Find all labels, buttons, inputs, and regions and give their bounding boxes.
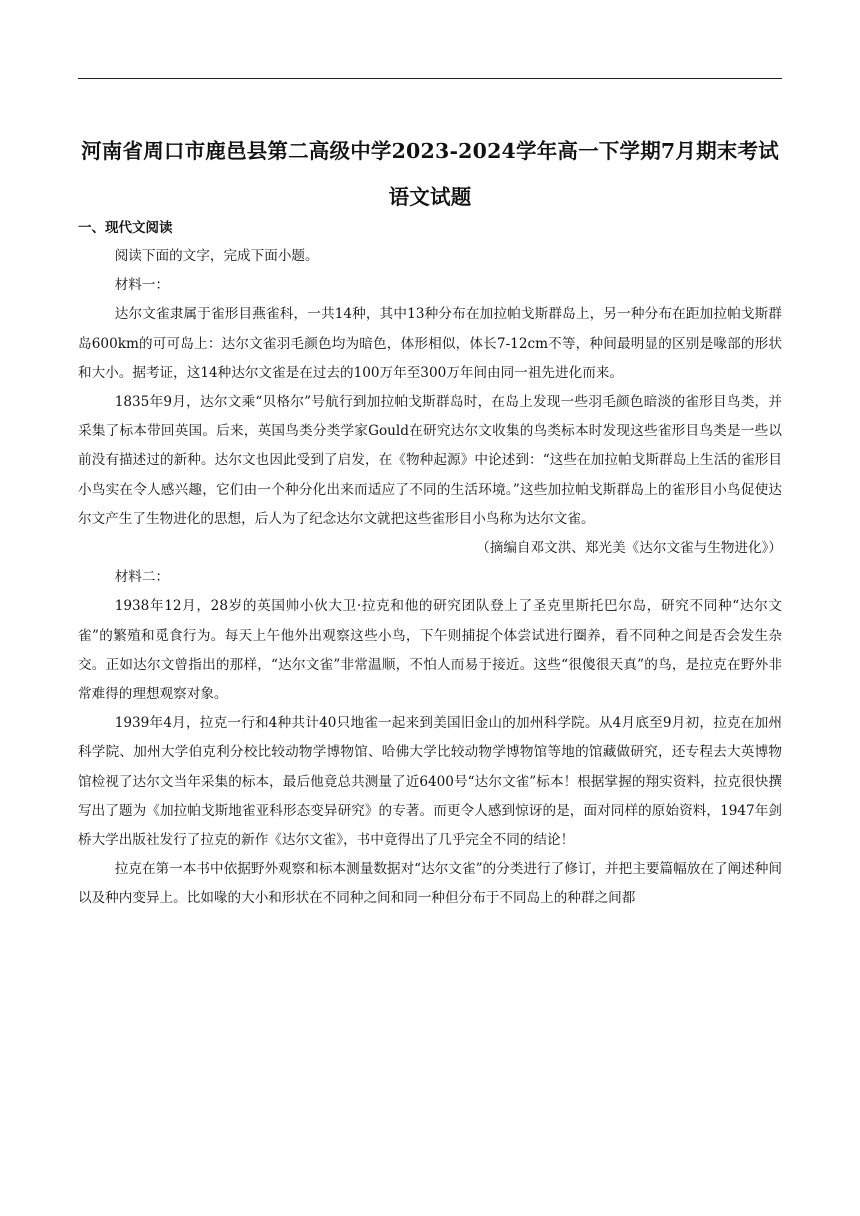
material-two-label: 材料二：: [114, 569, 170, 586]
reading-passage: [78, 242, 782, 914]
material-one-label: 材料一：: [114, 277, 170, 294]
material-one-source: （摘编自邓文洪、郑光美《达尔文雀与生物进化》）: [476, 540, 782, 557]
instruction-text: 阅读下面的文字，完成下面小题。: [114, 248, 319, 264]
material-two-paragraph: 1939年4月，拉克一行和4种共计40只地雀一起来到美国旧金山的加州科学院。从4月底至9月初，拉克在加州科学院、加州大学伯克利分校比较动物学博物馆、哈佛大学比较动物学博物馆等地的馆藏做研究，还专程去大英博物馆检视了达尔文当年采集的标本，最后他竟总共测量了近6400号“达尔文雀”标本！根据掌握的翔实资料，拉克很快撰写出了题为《加拉帕戈斯地雀亚科形态变异研究》的专著。而更令人感到惊讶的是，面对同样的原始资料，1947年剑桥大学出版社发行了拉克的新作《达尔文雀》，书中竟得出了几乎完全不同的结论！: [78, 715, 782, 849]
header-rule: [78, 78, 782, 79]
document-title: 河南省周口市鹿邑县第二高级中学2023-2024学年高一下学期7月期末考试语文试题: [81, 139, 779, 209]
material-two-paragraph: 拉克在第一本书中依据野外观察和标本测量数据对“达尔文雀”的分类进行了修订，并把主要篇幅放在了阐述种间以及种内变异上。比如喙的大小和形状在不同种之间和同一种但分布于不同岛上的种群之间都: [78, 861, 782, 907]
material-one-paragraph: 1835年9月，达尔文乘“贝格尔”号航行到加拉帕戈斯群岛时，在岛上发现一些羽毛颜色暗淡的雀形目鸟类，并采集了标本带回英国。后来，英国鸟类分类学家Gould在研究达尔文收集的鸟类标本时发现这些雀形目鸟类是一些以前没有描述过的新种。达尔文也因此受到了启发，在《物种起源》中论述到：“这些在加拉帕戈斯群岛上生活的雀形目小鸟实在令人感兴趣，它们由一个种分化出来而适应了不同的生活环境。”这些加拉帕戈斯群岛上的雀形目小鸟促使达尔文产生了生物进化的思想，后人为了纪念达尔文就把这些雀形目小鸟称为达尔文雀。: [78, 394, 782, 527]
material-one-paragraph: 达尔文雀隶属于雀形目燕雀科，一共14种，其中13种分布在加拉帕戈斯群岛上，另一种分布在距加拉帕戈斯群岛600km的可可岛上：达尔文雀羽毛颜色均为暗色，体形相似，体长7-12cm不等，种间最明显的区别是喙部的形状和大小。据考证，这14种达尔文雀是在过去的100万年至300万年间由同一祖先进化而来。: [78, 306, 782, 381]
material-two-paragraph: 1938年12月，28岁的英国帅小伙大卫·拉克和他的研究团队登上了圣克里斯托巴尔岛，研究不同种“达尔文雀”的繁殖和觅食行为。每天上午他外出观察这些小鸟，下午则捕捉个体尝试进行圈养，看不同种之间是否会发生杂交。正如达尔文曾指出的那样，“达尔文雀”非常温顺，不怕人而易于接近。这些“很傻很天真”的鸟，是拉克在野外非常难得的理想观察对象。: [78, 598, 782, 703]
section-heading: 一、现代文阅读: [78, 220, 173, 236]
